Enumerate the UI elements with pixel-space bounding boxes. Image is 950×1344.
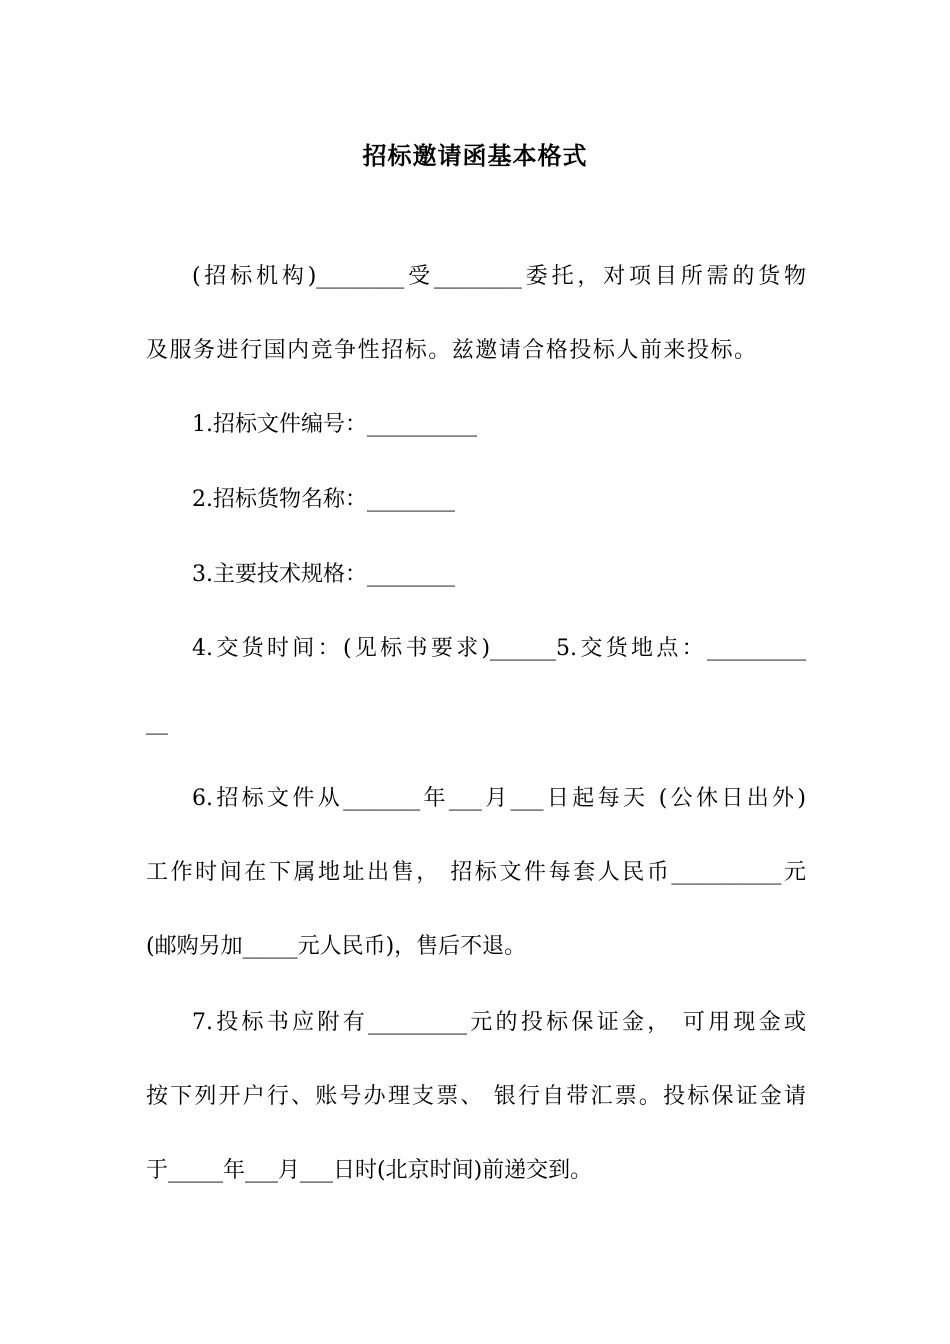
item-5-continuation: __: [146, 710, 168, 735]
item-3-technical-specs: 3.主要技术规格：________: [192, 562, 455, 587]
document-title: 招标邀请函基本格式: [362, 141, 588, 170]
item-2-goods-name: 2.招标货物名称：________: [192, 487, 455, 512]
item-6-line-3: (邮购另加_____元人民币)，售后不退。: [146, 934, 527, 959]
item-1-document-number: 1.招标文件编号：__________: [192, 412, 477, 437]
item-6-line-2: 工作时间在下属地址出售， 招标文件每套人民币__________元: [146, 860, 806, 885]
paragraph-line-1: (招标机构)________受________委托，对项目所需的货物: [192, 264, 806, 289]
item-7-line-2: 按下列开户行、账号办理支票、 银行自带汇票。投标保证金请: [146, 1084, 806, 1109]
paragraph-line-2: 及服务进行国内竞争性招标。兹邀请合格投标人前来投标。: [146, 338, 756, 363]
item-6-line-1: 6.招标文件从_______年___月___日起每天 (公休日出外): [192, 786, 806, 811]
item-4-5-delivery: 4.交货时间：(见标书要求)______5.交货地点：_________: [192, 636, 806, 661]
item-7-line-3: 于_____年___月___日时(北京时间)前递交到。: [146, 1158, 593, 1183]
item-7-line-1: 7.投标书应附有_________元的投标保证金， 可用现金或: [192, 1010, 806, 1035]
